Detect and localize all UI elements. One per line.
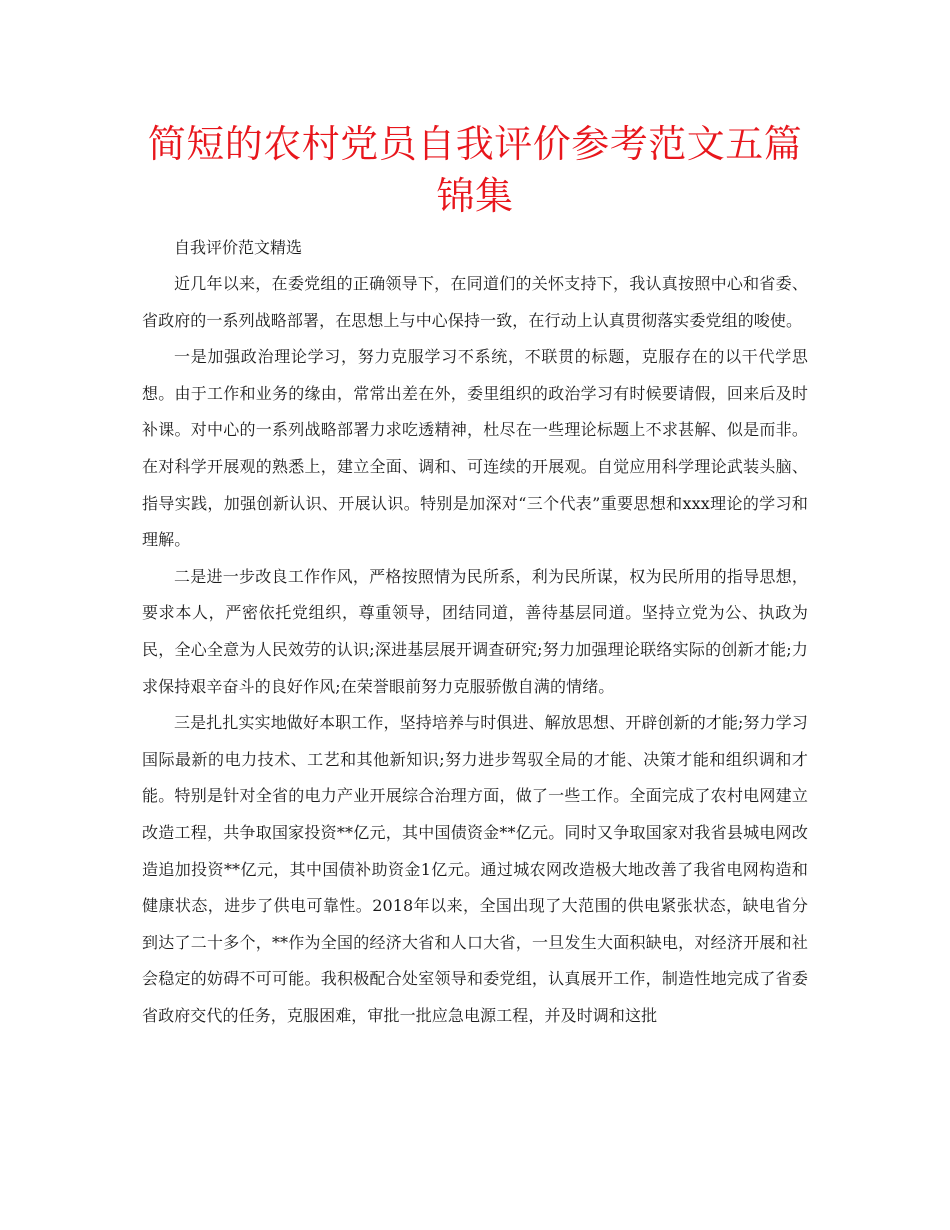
document-title: 简短的农村党员自我评价参考范文五篇锦集 — [147, 122, 803, 218]
paragraph-4: 三是扎扎实实地做好本职工作，坚持培养与时俱进、解放思想、开辟创新的才能;努力学习国际最新的电力技术、工艺和其他新知识;努力进步驾驭全局的才能、决策才能和组织调和才能。特别是针对全省的电力产业开展综合治理方面，做了一些工作。全面完成了农村电网建立改造工程，共争取国家投资**亿元，其中国债资金**亿元。同时又争取国家对我省县城电网改造追加投资**亿元，其中国债补助资金1亿元。通过城农网改造极大地改善了我省电网构造和健康状态，进步了供电可靠性。2018年以来，全国出现了大范围的供电紧张状态，缺电省分到达了二十多个，**作为全国的经济大省和人口大省，一旦发生大面积缺电，对经济开展和社会稳定的妨碍不可可能。我积极配合处室领导和委党组，认真展开工作，制造性地完成了省委省政府交代的任务，克服困难，审批一批应急电源工程，并及时调和这批 — [142, 713, 808, 1025]
paragraph-3: 二是进一步改良工作作风，严格按照情为民所系，利为民所谋，权为民所用的指导思想，要求本人，严密依托党组织，尊重领导，团结同道，善待基层同道。坚持立党为公、执政为民，全心全意为人民效劳的认识;深进基层展开调查研究;努力加强理论联络实际的创新才能;力求保持艰辛奋斗的良好作风;在荣誉眼前努力克服骄傲自满的情绪。 — [142, 566, 808, 696]
document-subtitle: 自我评价范文精选 — [174, 238, 303, 257]
paragraph-2: 一是加强政治理论学习，努力克服学习不系统，不联贯的标题，克服存在的以干代学思想。由于工作和业务的缘由，常常出差在外，委里组织的政治学习有时候要请假，回来后及时补课。对中心的一系列战略部署力求吃透精神，杜尽在一些理论标题上不求甚解、似是而非。在对科学开展观的熟悉上，建立全面、调和、可连续的开展观。自觉应用科学理论武装头脑、指导实践，加强创新认识、开展认识。特别是加深对“三个代表”重要思想和xxx理论的学习和理解。 — [142, 347, 808, 550]
paragraph-1: 近几年以来，在委党组的正确领导下，在同道们的关怀支持下，我认真按照中心和省委、省政府的一系列战略部署，在思想上与中心保持一致，在行动上认真贯彻落实委党组的唆使。 — [142, 274, 808, 330]
